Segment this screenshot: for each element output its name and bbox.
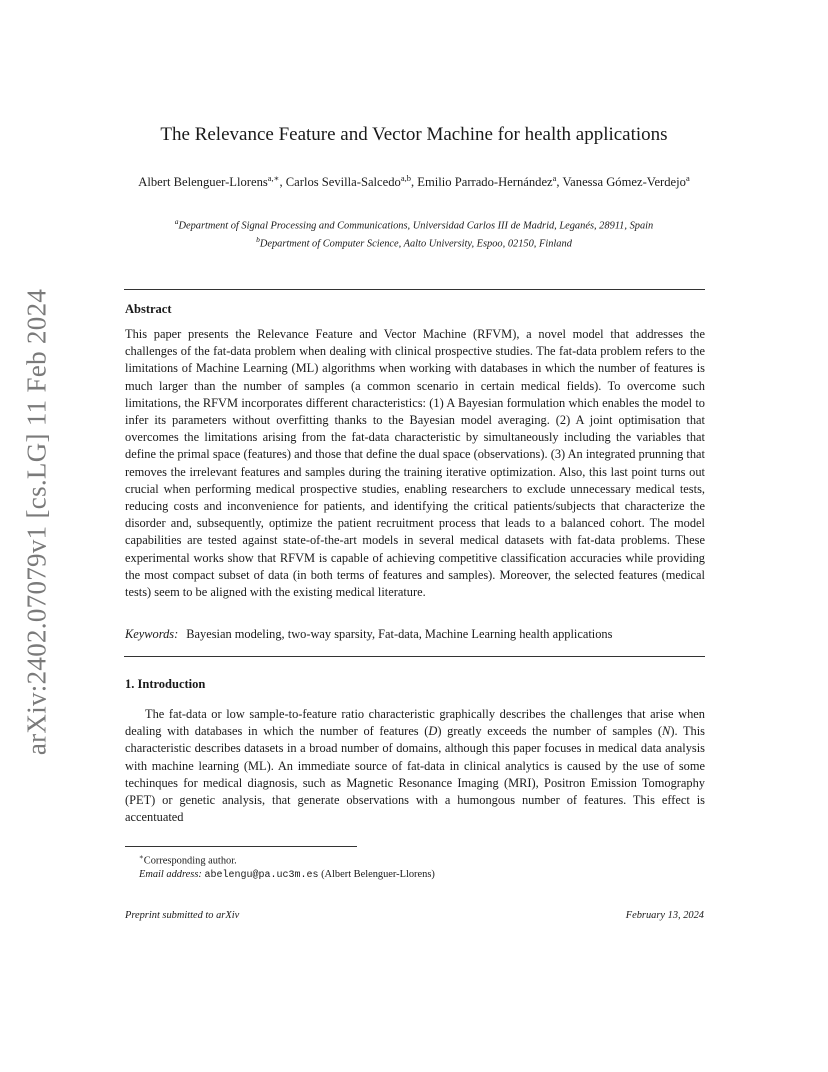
footnote-corresponding: ∗Corresponding author. — [139, 853, 237, 867]
author-affiliation-mark: a,∗ — [267, 173, 280, 183]
affiliation — [100, 233, 728, 251]
affiliation-list — [100, 215, 728, 252]
author-affiliation-mark: a — [685, 173, 690, 183]
abstract-text: This paper presents the Relevance Feature and Vector Machine (RFVM), a novel model that addresses the challenges of the fat-data problem when dealing with clinical prospective studies. The fat-data problem refers to the limitations of Machine Learning (ML) algorithms when working with databases in which the number of features is much larger than the number of samples (a common scenario in certain medical fields). To overcome such limitations, the RFVM incorporates different characteristics: (1) A Bayesian formulation which enables the model to infer its parameters without overfitting thanks to the Bayesian model averaging. (2) A joint optimisation that overcomes the limitations arising from the fat-data characteristic by simultaneously including the variables that define the primal space (features) and those that define the dual space (observations). (3) An integrated prunning that removes the irrelevant features and samples during the training iterative optimization. Also, this last point turns out crucial when performing medical prospective studies, enabling researchers to exclude unnecessary medical tests, reducing costs and inconvenience for patients, and identifying the critical patients/subjects that characterize the disorder and, subsequently, optimize the patient recruitment process that leads to a balanced cohort. The model capabilities are tested against state-of-the-art models in several medical datasets with fat-data problems. These experimental works show that RFVM is capable of achieving competitive classification accuracies while providing the most compact subset of data (in both terms of features and samples). Moreover, the selected features (medical tests) seem to be aligned with the existing medical literature. — [125, 327, 705, 600]
author-name-text: Emilio Parrado-Hernández — [417, 175, 553, 190]
math-symbol: N — [662, 724, 671, 739]
math-symbol: D — [428, 724, 438, 739]
text-run: ). This characteristic describes datasets in a broad number of domains, although this paper focuses in medical data analysis with machine learning (ML). An immediate source of fat-data in clinical analytics is caused by the use of some techinques for medical diagnosis, such as Magnetic Resonance Imaging (MRI), Positron Emission Tomography (PET) or genetic analysis, that generate observations with a humongous number of features. This effect is accentuated — [125, 724, 705, 825]
author-name — [286, 175, 411, 189]
affiliation-mark: b — [256, 235, 260, 245]
paper-title: The Relevance Feature and Vector Machine for health applications — [160, 124, 668, 145]
author-name-text: Carlos Sevilla-Salcedo — [285, 175, 401, 190]
section-heading-introduction: 1. Introduction — [125, 677, 206, 691]
text-run: ) greatly exceeds the number of samples ( — [437, 724, 663, 739]
author-name — [562, 175, 689, 189]
text-run: The fat-data or low sample-to-feature ratio characteristic graphically describes the challenges that arise when dealing with databases in which the number of features ( — [125, 707, 705, 739]
author-affiliation-mark: a,b — [400, 173, 411, 183]
author-name-text: Vanessa Gómez-Verdejo — [562, 175, 686, 190]
email-owner: (Albert Belenguer-Llorens) — [321, 869, 435, 881]
keywords-text: Bayesian modeling, two-way sparsity, Fat-data, Machine Learning health applications — [186, 627, 613, 641]
keywords-line — [125, 627, 715, 642]
email-label: Email address: — [139, 869, 202, 881]
author-affiliation-mark: a — [552, 173, 557, 183]
author-name — [417, 175, 556, 189]
affiliation-text: Department of Computer Science, Aalto University, Espoo, 02150, Finland — [259, 238, 572, 250]
affiliation-mark: a — [174, 217, 179, 226]
author-list: Albert Belenguer-Llorens$^{a,∗}$, Carlos Sevilla-Salcedo$^{a,b}$, Emilio Parrado-Hernández$^a$, Vanessa Gómez-Verdejo$^a$ — [138, 173, 690, 190]
footnote-rule — [125, 846, 357, 847]
author-name — [138, 175, 279, 189]
abstract-bottom-rule — [124, 656, 705, 657]
author-name-text: Albert Belenguer-Llorens — [138, 175, 268, 190]
footnotes — [139, 850, 435, 883]
affiliation-text: Department of Signal Processing and Communications, Universidad Carlos III de Madrid, Leganés, 28911, Spain — [178, 220, 654, 232]
affiliation — [100, 215, 728, 233]
abstract-heading: Abstract — [125, 302, 172, 316]
email-address-link[interactable]: abelengu@pa.uc3m.es — [204, 870, 319, 882]
footer-preprint-note: Preprint submitted to arXiv — [125, 910, 240, 921]
keywords-label: Keywords: — [125, 627, 179, 641]
abstract-top-rule — [124, 289, 705, 290]
introduction-text — [125, 706, 705, 826]
arxiv-identifier-stamp[interactable]: arXiv:2402.07079v1 [cs.LG] 11 Feb 2024 — [21, 288, 52, 756]
footnote-email — [139, 868, 435, 883]
footer-date: February 13, 2024 — [625, 910, 704, 921]
